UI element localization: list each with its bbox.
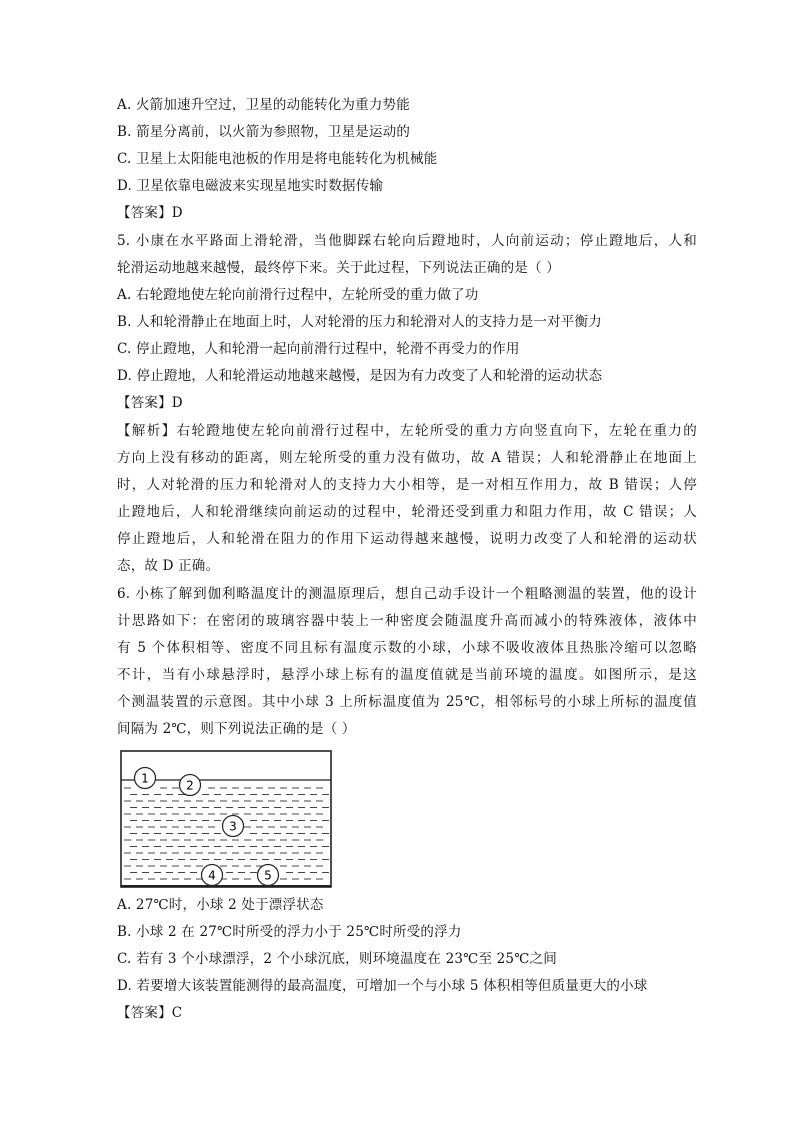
q5-stem-line-2: 轮滑运动地越来越慢，最终停下来。关于此过程，下列说法正确的是（ ）	[117, 260, 560, 276]
q5-analysis-line-3: 时，人对轮滑的压力和轮滑对人的支持力大小相等，是一对相互作用力，故 B 错误；人停	[117, 477, 697, 493]
q4-option-a: A. 火箭加速升空过，卫星的动能转化为重力势能	[117, 97, 410, 113]
q6-stem-line-1: 6. 小栋了解到伽利略温度计的测温原理后，想自己动手设计一个粗略测温的装置，他的设计	[117, 586, 697, 602]
q6-stem-line-2: 计思路如下：在密闭的玻璃容器中装上一种密度会随温度升高而减小的特殊液体，液体中	[117, 613, 697, 629]
ball-1-label: 1	[141, 771, 149, 786]
q6-option-c: C. 若有 3 个小球漂浮，2 个小球沉底，则环境温度在 23℃至 25℃之间	[117, 951, 557, 967]
q5-analysis-line-6: 态，故 D 正确。	[117, 558, 220, 574]
ball-5	[258, 865, 279, 886]
q4-option-b: B. 箭星分离前，以火箭为参照物，卫星是运动的	[117, 124, 411, 140]
q6-option-a: A. 27℃时，小球 2 处于漂浮状态	[117, 897, 324, 913]
ball-4-label: 4	[208, 868, 216, 883]
ball-3-label: 3	[229, 819, 237, 834]
q4-option-c: C. 卫星上太阳能电池板的作用是将电能转化为机械能	[117, 151, 438, 167]
ball-5-label: 5	[264, 868, 272, 883]
q5-analysis-line-2: 方向上没有移动的距离，则左轮所受的重力没有做功，故 A 错误；人和轮滑静止在地面上	[117, 450, 697, 466]
q4-answer: 【答案】D	[117, 205, 183, 221]
q5-analysis-line-1: 【解析】右轮蹬地使左轮向前滑行过程中，左轮所受的重力方向竖直向下，左轮在重力的	[117, 423, 697, 439]
q5-analysis-line-4: 止蹬地后，人和轮滑继续向前运动的过程中，轮滑还受到重力和阻力作用，故 C 错误；人	[117, 504, 697, 520]
q6-stem-line-4: 不计，当有小球悬浮时，悬浮小球上标有的温度值就是当前环境的温度。如图所示，是这	[117, 667, 697, 683]
thermometer-figure	[118, 748, 334, 890]
q5-option-d: D. 停止蹬地，人和轮滑运动地越来越慢，是因为有力改变了人和轮滑的运动状态	[117, 368, 603, 384]
thermometer-diagram	[118, 748, 334, 890]
ball-4	[202, 865, 223, 886]
q5-option-b: B. 人和轮滑静止在地面上时，人对轮滑的压力和轮滑对人的支持力是一对平衡力	[117, 314, 602, 330]
q6-stem-line-6: 间隔为 2℃，则下列说法正确的是（ ）	[117, 721, 356, 737]
ball-3	[223, 816, 244, 837]
q5-stem-line-1: 5. 小康在水平路面上滑轮滑，当他脚踩右轮向后蹬地时，人向前运动；停止蹬地后，人和	[117, 233, 697, 249]
q6-option-b: B. 小球 2 在 27℃时所受的浮力小于 25℃时所受的浮力	[117, 924, 462, 940]
ball-2-label: 2	[186, 778, 194, 793]
q5-option-a: A. 右轮蹬地使左轮向前滑行过程中，左轮所受的重力做了功	[117, 287, 479, 303]
ball-2	[180, 775, 201, 796]
q5-analysis-line-5: 停止蹬地后，人和轮滑在阻力的作用下运动得越来越慢，说明力改变了人和轮滑的运动状	[117, 531, 697, 547]
ball-1	[135, 768, 156, 789]
q6-option-d: D. 若要增大该装置能测得的最高温度，可增加一个与小球 5 体积相等但质量更大的小球	[117, 978, 648, 994]
q4-option-d: D. 卫星依靠电磁波来实现星地实时数据传输	[117, 178, 384, 194]
q5-option-c: C. 停止蹬地，人和轮滑一起向前滑行过程中，轮滑不再受力的作用	[117, 341, 520, 357]
q6-stem-line-3: 有 5 个体积相等、密度不同且标有温度示数的小球，小球不吸收液体且热胀冷缩可以忽略	[117, 640, 697, 656]
q5-answer: 【答案】D	[117, 395, 183, 411]
q6-stem-line-5: 个测温装置的示意图。其中小球 3 上所标温度值为 25℃，相邻标号的小球上所标的温度值	[117, 694, 697, 710]
q6-answer: 【答案】C	[117, 1005, 183, 1021]
